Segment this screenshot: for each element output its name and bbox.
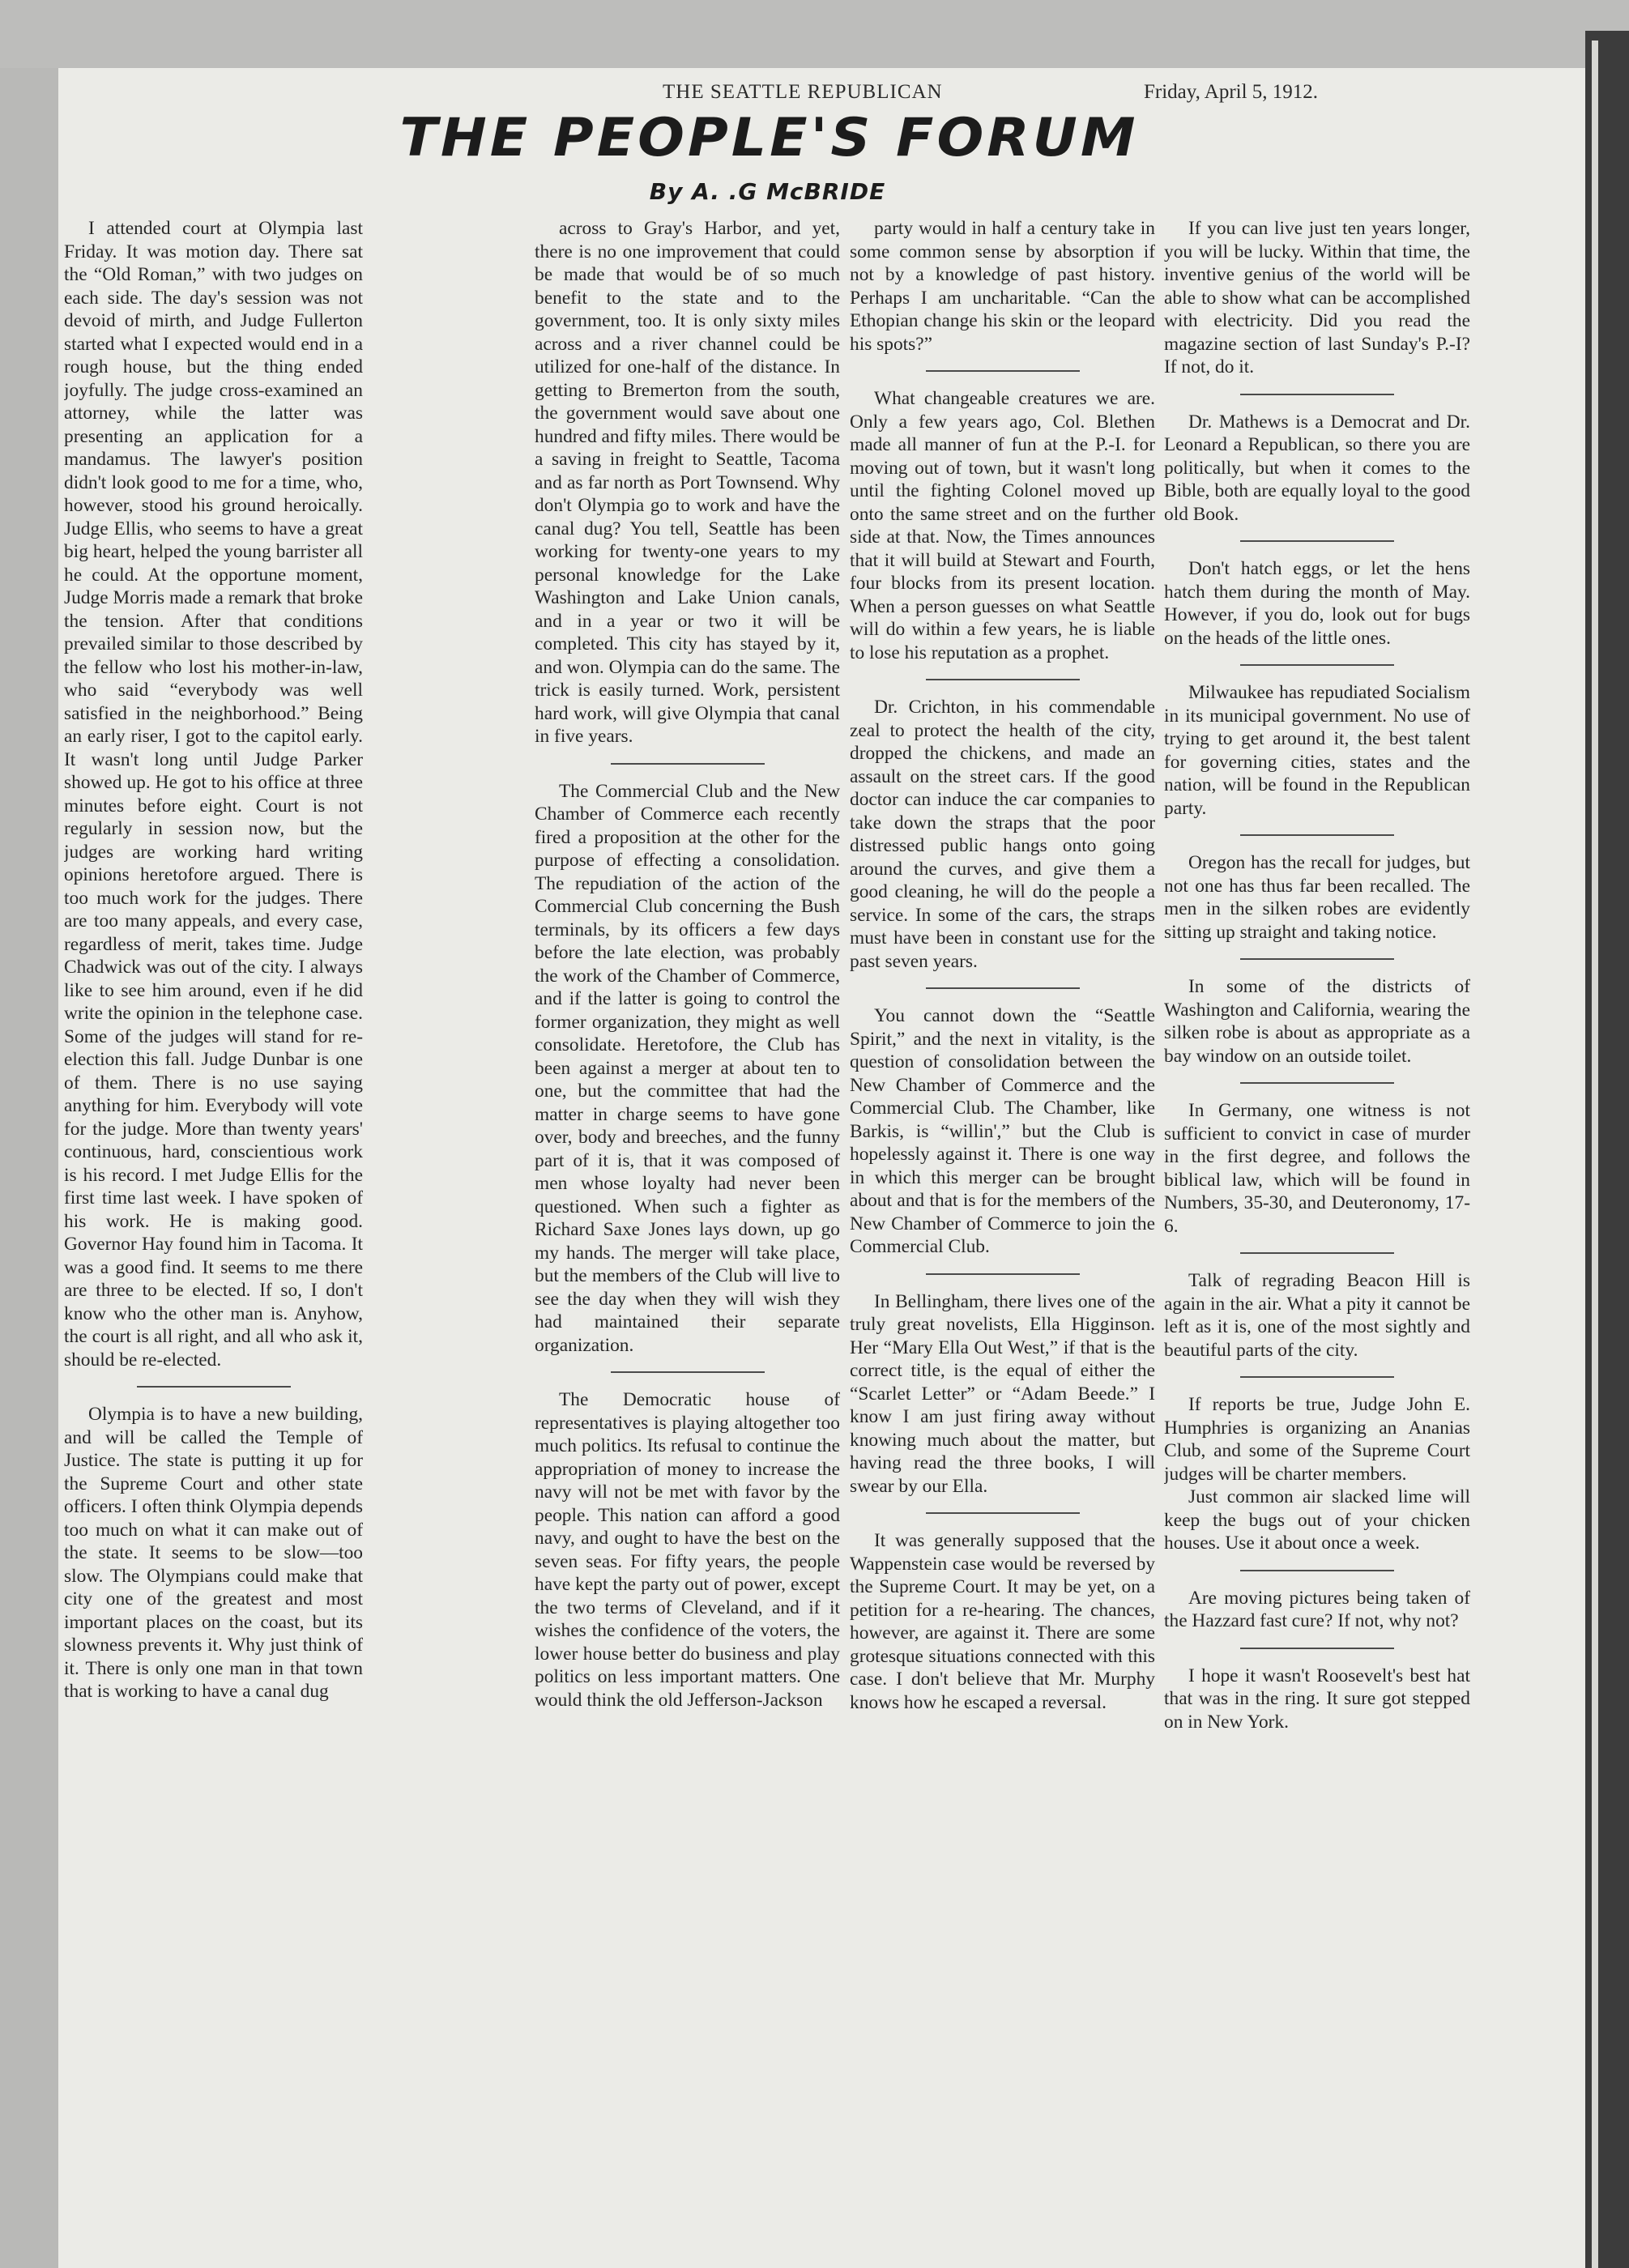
section-divider <box>926 370 1080 372</box>
paragraph: Are moving pictures being taken of the Hazzard fast cure? If not, why not? <box>1164 1587 1470 1631</box>
paragraph: If reports be true, Judge John E. Humphries is organizing an Ananias Club, and some of the Supreme Court judges will be charter members. <box>1164 1394 1470 1485</box>
section-divider <box>137 1386 291 1388</box>
section-divider <box>926 679 1080 680</box>
issue-date: Friday, April 5, 1912. <box>1144 81 1319 103</box>
paragraph: In some of the districts of Washington and California, wearing the silken robe is about as appropriate as a bay window on an outside toilet. <box>1164 976 1470 1067</box>
section-divider <box>1240 1082 1394 1084</box>
section-divider <box>1240 664 1394 666</box>
paragraph: If you can live just ten years longer, you will be lucky. Within that time, the inventive genius of the world will be able to show what can be accomplished with electricity. Did you read the magazine section of last Sunday's P.-I? If not, do it. <box>1164 218 1470 377</box>
section-divider <box>1240 834 1394 836</box>
section-divider <box>611 763 765 765</box>
paragraph: It was generally supposed that the Wappenstein case would be reversed by the Supreme Court. It may be yet, on a petition for a re-hearing. The chances, however, are against it. There are some grotesque situations connected with this case. I don't believe that Mr. Murphy knows how he escaped a reversal. <box>850 1530 1155 1713</box>
section-divider <box>611 1371 765 1373</box>
column-4 <box>1164 217 1470 2161</box>
section-divider <box>926 987 1080 989</box>
paragraph: I attended court at Olympia last Friday. It was motion day. There sat the “Old Roman,” with two judges on each side. The day's session was not devoid of mirth, and Judge Fullerton started what I expected would end in a rough house, but the thing ended joyfully. The judge cross-examined an attorney, while the latter was presenting an application for a mandamus. The lawyer's position didn't look good to me for a time, who, however, stood his ground heroically. Judge Ellis, who seems to have a great big heart, helped the young barrister all he could. At the opportune moment, Judge Morris made a remark that broke the tension. After that conditions prevailed similar to those described by the fellow who lost his mother-in-law, who said “everybody was well satisfied in the neighborhood.” Being an early riser, I got to the capitol early. It wasn't long until Judge Parker showed up. He got to his office at three minutes before eight. Court is not regularly in session now, but the judges are working hard writing opinions heretofore argued. There is too much work for the judges. There are too many appeals, and every case, regardless of merit, takes time. Judge Chadwick was out of the city. I always like to see him around, even if he did write the opinion in the telephone case. Some of the judges will stand for re-election this fall. Judge Dunbar is one of them. There is no use saying anything for him. Everybody will vote for the judge. More than twenty years' continuous, hard, conscientious work is his record. I met Judge Ellis for the first time last week. I have spoken of his work. He is making good. Governor Hay found him in Tacoma. It was a good find. It seems to me there are three to be elected. If so, I don't know who the other man is. Anyhow, the court is all right, and all who ask it, should be re-elected. <box>64 218 363 1371</box>
paragraph: Talk of regrading Beacon Hill is again in the air. What a pity it cannot be left as it is, one of the most sightly and beautiful parts of the city. <box>1164 1270 1470 1361</box>
section-divider <box>1240 394 1394 395</box>
binding-spine-highlight <box>1592 40 1598 2268</box>
section-divider <box>1240 540 1394 542</box>
paragraph: Olympia is to have a new building, and will be called the Temple of Justice. The state is putting it up for the Supreme Court and other state officers. I often think Olympia depends too much on what it can make out of the state. It seems to be slow—too slow. The Olympians could make that city one of the greatest and most important places on the coast, but its slowness prevents it. Why just think of it. There is only one man in that town that is working to have a canal dug <box>64 1404 363 1702</box>
paragraph: You cannot down the “Seattle Spirit,” and the next in vitality, is the question of consolidation between the New Chamber of Commerce and the Commercial Club. The Chamber, like Barkis, is “willin',” but the Club is hopelessly against it. There is one way in which this merger can be brought about and that is for the members of the New Chamber of Commerce to join the Commercial Club. <box>850 1005 1155 1257</box>
paragraph: Dr. Crichton, in his commendable zeal to protect the health of the city, dropped the chickens, and made an assault on the street cars. If the good doctor can induce the car companies to take down the straps that the poor distressed public hangs onto going around the curves, and give them a good cleaning, he will do the people a service. In some of the cars, the straps must have been in constant use for the past seven years. <box>850 697 1155 972</box>
paragraph: Oregon has the recall for judges, but not one has thus far been recalled. The men in the silken robes are evidently sitting up straight and taking notice. <box>1164 852 1470 943</box>
paragraph: across to Gray's Harbor, and yet, there is no one improvement that could be made that would be of so much benefit to the state and to the government, too. It is only sixty miles across and a river channel could be utilized for one-half of the distance. In getting to Bremerton from the south, the government would save about one hundred and fifty miles. There would be a saving in freight to Seattle, Tacoma and as far north as Port Townsend. Why don't Olympia go to work and have the canal dug? You tell, Seattle has been working for twenty-one years to my personal knowledge for the Lake Washington and Lake Union canals, and in a year or two it will be completed. This city has stayed by it, and won. Olympia can do the same. The trick is easily turned. Work, persistent hard work, will give Olympia that canal in five years. <box>535 218 840 747</box>
paragraph: What changeable creatures we are. Only a few years ago, Col. Blethen made all manner of fun at the P.-I. for moving out of town, but it wasn't long until the fighting Colonel moved up onto the same street and on the further side at that. Now, the Times announces that it will build at Stewart and Fourth, four blocks from its present location. When a person guesses on what Seattle will do within a few years, he is liable to lose his reputation as a prophet. <box>850 388 1155 663</box>
column-1 <box>64 217 363 2161</box>
paragraph: Dr. Mathews is a Democrat and Dr. Leonard a Republican, so there you are politically, but when it comes to the Bible, both are equally loyal to the good old Book. <box>1164 411 1470 525</box>
section-divider <box>1240 1376 1394 1378</box>
paragraph: party would in half a century take in some common sense by absorption if not by a knowledge of past history. Perhaps I am uncharitable. “Can the Ethopian change his skin or the leopard his spots?” <box>850 218 1155 355</box>
section-divider <box>926 1512 1080 1514</box>
paragraph: I hope it wasn't Roosevelt's best hat that was in the ring. It sure got stepped on in New York. <box>1164 1665 1470 1733</box>
section-divider <box>1240 1648 1394 1649</box>
paragraph: The Democratic house of representatives is playing altogether too much politics. Its refusal to continue the appropriation of money to increase the navy will not be met with favor by the people. This nation can afford a good navy, and ought to have the best on the seven seas. For fifty years, the people have kept the party out of power, except the two terms of Cleveland, and if it wishes the confidence of the voters, the lower house better do business and play politics on less important matters. One would think the old Jefferson-Jackson <box>535 1389 840 1711</box>
paragraph: Milwaukee has repudiated Socialism in its municipal government. No use of trying to get around it, the best talent for governing cities, states and the nation, will be found in the Republican party. <box>1164 682 1470 819</box>
byline: By A. .G McBRIDE <box>649 178 886 205</box>
paragraph: The Commercial Club and the New Chamber of Commerce each recently fired a proposition at the other for the purpose of effecting a consolidation. The repudiation of the action of the Commercial Club concerning the Bush terminals, by its officers a few days before the late election, was probably the work of the Chamber of Commerce, and if the latter is going to control the former organization, they might as well consolidate. Heretofore, the Club has been against a merger at about ten to one, but the committee that had the matter in charge seems to have gone over, body and breeches, and the funny part of it is, that it was composed of men whose loyalty had never been questioned. When such a fighter as Richard Saxe Jones lays down, up go my hands. The merger will take place, but the members of the Club will live to see the day when they will wish they had maintained their separate organization. <box>535 780 840 1356</box>
section-divider <box>1240 1570 1394 1571</box>
paragraph: In Germany, one witness is not sufficient to convict in case of murder in the first degree, and follows the biblical law, which will be found in Numbers, 35-30, and Deuteronomy, 17-6. <box>1164 1100 1470 1237</box>
section-title: THE PEOPLE'S FORUM <box>399 108 1139 169</box>
section-divider <box>1240 1252 1394 1254</box>
column-3 <box>850 217 1155 2161</box>
paragraph: In Bellingham, there lives one of the truly great novelists, Ella Higginson. Her “Mary Ella Out West,” if that is the correct title, is the equal of either the “Scarlet Letter” or “Adam Beede.” I know I am just firing away without knowing much about the matter, but having read the three books, I will swear by our Ella. <box>850 1290 1155 1497</box>
paragraph: Just common air slacked lime will keep the bugs out of your chicken houses. Use it about once a week. <box>1164 1486 1470 1554</box>
paragraph: Don't hatch eggs, or let the hens hatch them during the month of May. However, if you do, look out for bugs on the heads of the little ones. <box>1164 558 1470 649</box>
section-divider <box>1240 958 1394 960</box>
publication-name: THE SEATTLE REPUBLICAN <box>663 81 943 103</box>
column-2 <box>535 217 840 2161</box>
section-divider <box>926 1273 1080 1275</box>
scan-background <box>0 0 1629 68</box>
